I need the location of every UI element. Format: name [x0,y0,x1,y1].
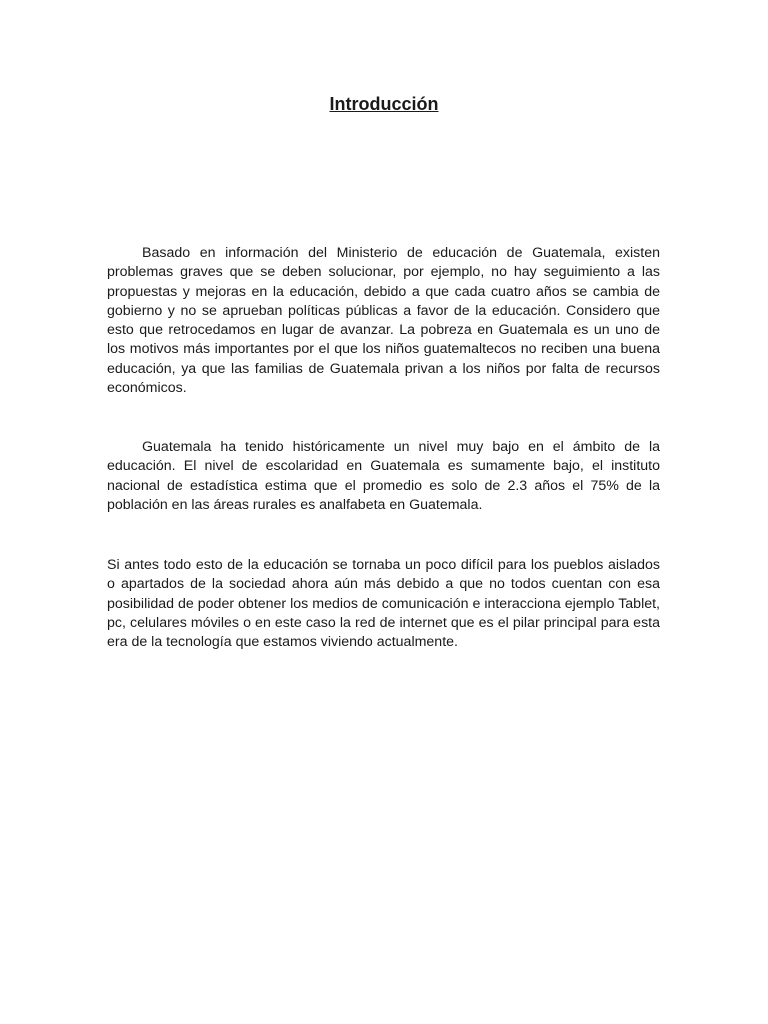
paragraph-3: Si antes todo esto de la educación se tornaba un poco difícil para los pueblos aislados o apartados de la sociedad ahora aún más debido a que no todos cuentan con esa posibilidad de poder obtener los medios de comunicación e interacciona ejemplo Tablet, pc, celulares móviles o en este caso la red de internet que es el pilar principal para esta era de la tecnología que estamos viviendo actualmente. [107,557,660,651]
document-title: Introducción [329,94,439,114]
paragraph-1: Basado en información del Ministerio de educación de Guatemala, existen problemas graves que se deben solucionar, por ejemplo, no hay seguimiento a las propuestas y mejoras en la educación, debido a que cada cuatro años se cambia de gobierno y no se aprueban políticas públicas a favor de la educación. Considero que esto que retrocedamos en lugar de avanzar. La pobreza en Guatemala es un uno de los motivos más importantes por el que los niños guatemaltecos no reciben una buena educación, ya que las familias de Guatemala privan a los niños por falta de recursos económicos. [107,245,660,397]
paragraph-2: Guatemala ha tenido históricamente un nivel muy bajo en el ámbito de la educación. El nivel de escolaridad en Guatemala es sumamente bajo, el instituto nacional de estadística estima que el promedio es solo de 2.3 años el 75% de la población en las áreas rurales es analfabeta en Guatemala. [107,439,660,513]
